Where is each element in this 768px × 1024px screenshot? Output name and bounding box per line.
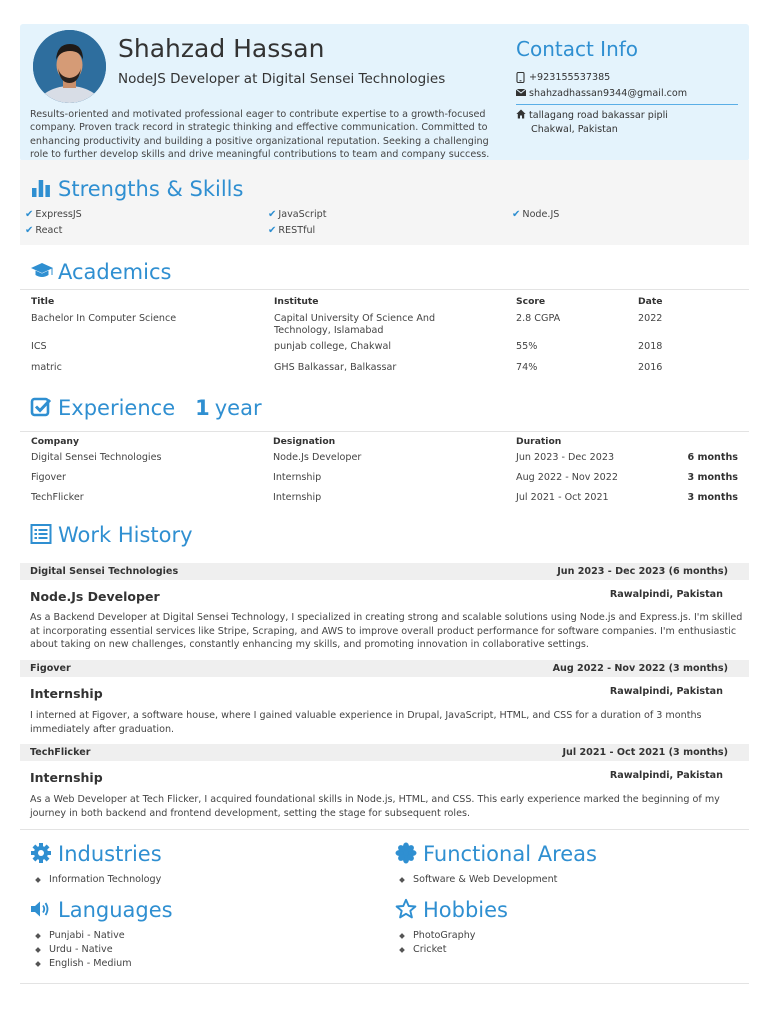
profile-name: Shahzad Hassan <box>118 34 325 63</box>
industries-title: Industries <box>30 842 162 866</box>
experience-cell-company: Digital Sensei Technologies <box>31 452 162 463</box>
academics-cell-institute: Capital University Of Science And Technology, Islamabad <box>274 313 436 336</box>
work-entry-location: Rawalpindi, Pakistan <box>609 770 723 781</box>
work-entry-header <box>20 563 749 580</box>
contact-address <box>516 109 668 137</box>
academics-cell-date: 2022 <box>638 313 663 324</box>
experience-header-duration: Duration <box>516 436 562 447</box>
profile-header <box>20 24 749 161</box>
check-icon: ✔ <box>268 209 277 220</box>
functional-area-item: Software & Web Development <box>400 874 557 885</box>
skill-item: ✔ React <box>25 225 63 236</box>
profile-photo <box>33 30 106 103</box>
experience-cell-length: 6 months <box>687 452 738 463</box>
check-icon: ✔ <box>25 209 34 220</box>
work-entry-role: Internship <box>30 686 103 701</box>
academics-title: Academics <box>30 260 171 284</box>
speaker-icon <box>30 898 54 922</box>
academics-header-date: Date <box>638 296 663 307</box>
experience-cell-company: Figover <box>31 472 66 483</box>
asterisk-icon <box>395 842 419 866</box>
work-entry-company: Figover <box>30 663 71 674</box>
bar-chart-icon <box>30 177 54 201</box>
work-entry-header <box>20 660 749 677</box>
contact-email[interactable] <box>516 88 687 100</box>
experience-cell-length: 3 months <box>687 492 738 503</box>
contact-divider <box>516 104 738 105</box>
check-icon: ✔ <box>25 225 34 236</box>
profile-summary: Results-oriented and motivated professional eager to contribute expertise to a growth-focused company. Proven track record in strategic thinking and effective communication. Committed to enhancing productivity and building a positive organizational reputation. Seeking a challenging role to further develop skills and drive meaningful contributions to team and company success. <box>30 109 490 161</box>
home-icon <box>516 109 528 122</box>
work-entry-description: As a Backend Developer at Digital Sensei Technology, I specialized in creating strong and scalable solutions using Node.js and Express.js. I'm skilled at incorporating essential services like Stripe, Scraping, and AWS to improve overall product performance for software companies. I'm enthusiastic about taking on new challenges, constantly enhancing my skills, and promoting innovation in collaborative settings. <box>30 612 743 650</box>
graduation-cap-icon <box>30 260 54 284</box>
checkbox-icon <box>30 396 54 420</box>
experience-header-designation: Designation <box>273 436 336 447</box>
academics-header-score: Score <box>516 296 546 307</box>
work-entry-dates: Aug 2022 - Nov 2022 (3 months) <box>552 663 728 674</box>
work-entry-description: As a Web Developer at Tech Flicker, I acquired foundational skills in Node.js, HTML, and CSS. This early experience marked the beginning of my journey in both backend and frontend development, setting the stage for subsequent roles. <box>30 794 720 819</box>
academics-cell-score: 74% <box>516 362 538 373</box>
experience-cell-dates: Jul 2021 - Oct 2021 <box>516 492 609 503</box>
work-entry-location: Rawalpindi, Pakistan <box>609 589 723 600</box>
hobbies-title: Hobbies <box>395 898 508 922</box>
work-entry-role: Node.Js Developer <box>30 589 160 604</box>
work-entry-company: TechFlicker <box>30 747 91 758</box>
experience-cell-dates: Aug 2022 - Nov 2022 <box>516 472 618 483</box>
work-history-rule <box>20 829 749 830</box>
envelope-icon <box>516 88 528 100</box>
contact-address-line1: tallagang road bakassar pipli <box>529 110 668 121</box>
work-entry-company: Digital Sensei Technologies <box>30 566 179 577</box>
skills-section <box>20 160 749 245</box>
experience-cell-dates: Jun 2023 - Dec 2023 <box>516 452 615 463</box>
contact-info-title: Contact Info <box>516 37 639 61</box>
check-icon: ✔ <box>268 225 277 236</box>
skills-title: Strengths & Skills <box>30 177 243 201</box>
academics-cell-score: 2.8 CGPA <box>516 313 561 324</box>
experience-cell-designation: Internship <box>273 492 322 503</box>
academics-cell-date: 2018 <box>638 341 663 352</box>
check-icon: ✔ <box>512 209 521 220</box>
experience-title: Experience 1 year <box>30 396 262 420</box>
profile-headline: NodeJS Developer at Digital Sensei Technologies <box>118 71 446 87</box>
academics-header-institute: Institute <box>274 296 319 307</box>
footer-rule <box>20 983 749 984</box>
industry-item: Information Technology <box>36 874 161 885</box>
experience-rule <box>20 431 749 432</box>
work-entry-role: Internship <box>30 770 103 785</box>
list-icon <box>30 523 54 547</box>
languages-title: Languages <box>30 898 173 922</box>
experience-total-unit: year <box>214 396 262 420</box>
academics-cell-institute: GHS Balkassar, Balkassar <box>274 362 397 373</box>
work-entry-location: Rawalpindi, Pakistan <box>609 686 723 697</box>
academics-cell-score: 55% <box>516 341 538 352</box>
experience-cell-designation: Internship <box>273 472 322 483</box>
star-icon <box>395 898 419 922</box>
functional-areas-title: Functional Areas <box>395 842 597 866</box>
academics-header-title: Title <box>31 296 55 307</box>
work-history-title: Work History <box>30 523 193 547</box>
hobby-item: PhotoGraphy <box>400 930 475 941</box>
academics-cell-institute: punjab college, Chakwal <box>274 341 392 352</box>
academics-cell-title: Bachelor In Computer Science <box>31 313 177 324</box>
work-entry-header <box>20 744 749 761</box>
academics-cell-date: 2016 <box>638 362 663 373</box>
experience-cell-company: TechFlicker <box>31 492 84 503</box>
contact-address-line2: Chakwal, Pakistan <box>531 124 618 135</box>
work-entry-description: I interned at Figover, a software house, where I gained valuable experience in Drupal, JavaScript, HTML, and CSS for a duration of 3 months immediately after graduation. <box>30 710 702 735</box>
contact-phone-text: +923155537385 <box>529 72 611 83</box>
language-item: English - Medium <box>36 958 132 969</box>
contact-phone[interactable] <box>516 72 610 86</box>
work-entry-dates: Jun 2023 - Dec 2023 (6 months) <box>557 566 728 577</box>
skill-item: ✔ Node.JS <box>512 209 560 220</box>
skill-item: ✔ RESTful <box>268 225 316 236</box>
phone-icon <box>516 72 528 86</box>
hobby-item: Cricket <box>400 944 446 955</box>
language-item: Urdu - Native <box>36 944 113 955</box>
gear-icon <box>30 842 54 866</box>
skill-item: ✔ ExpressJS <box>25 209 82 220</box>
work-entry-dates: Jul 2021 - Oct 2021 (3 months) <box>562 747 728 758</box>
experience-header-company: Company <box>31 436 79 447</box>
experience-cell-designation: Node.Js Developer <box>273 452 362 463</box>
academics-cell-title: matric <box>31 362 62 373</box>
academics-cell-title: ICS <box>31 341 47 352</box>
contact-email-text: shahzadhassan9344@gmail.com <box>529 88 688 99</box>
experience-total-number: 1 <box>195 396 210 420</box>
academics-rule <box>20 289 749 290</box>
skill-item: ✔ JavaScript <box>268 209 327 220</box>
experience-cell-length: 3 months <box>687 472 738 483</box>
language-item: Punjabi - Native <box>36 930 125 941</box>
